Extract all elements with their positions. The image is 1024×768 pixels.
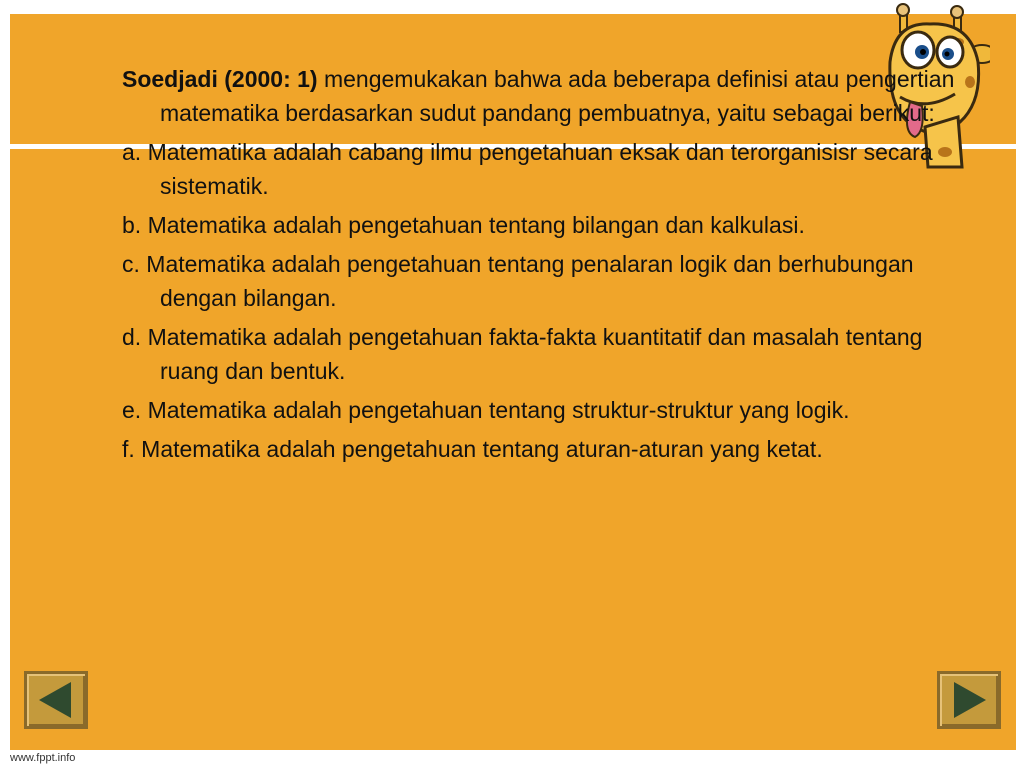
slide-content xyxy=(122,62,982,471)
previous-slide-button[interactable] xyxy=(24,671,88,729)
triangle-left-icon xyxy=(27,674,85,726)
footer-watermark: www.fppt.info xyxy=(10,752,76,764)
definition-item-f: f. Matematika adalah pengetahuan tentang aturan-aturan yang ketat. xyxy=(122,436,823,462)
definition-item-a: a. Matematika adalah cabang ilmu pengetahuan eksak dan terorganisisr secara sistematik. xyxy=(122,139,933,199)
intro-paragraph xyxy=(122,62,982,130)
next-slide-button[interactable] xyxy=(937,671,1001,729)
intro-text: mengemukakan bahwa ada beberapa definisi atau pengertian matematika berdasarkan sudut pandang pembuatnya, yaitu sebagai berikut: xyxy=(160,66,955,126)
definition-item-e: e. Matematika adalah pengetahuan tentang struktur-struktur yang logik. xyxy=(122,397,850,423)
triangle-right-icon xyxy=(940,674,998,726)
definition-item-d: d. Matematika adalah pengetahuan fakta-fakta kuantitatif dan masalah tentang ruang dan bentuk. xyxy=(122,324,923,384)
definition-item-b: b. Matematika adalah pengetahuan tentang bilangan dan kalkulasi. xyxy=(122,212,805,238)
definition-item-c: c. Matematika adalah pengetahuan tentang penalaran logik dan berhubungan dengan bilangan. xyxy=(122,251,914,311)
author-citation: Soedjadi (2000: 1) xyxy=(122,66,318,92)
